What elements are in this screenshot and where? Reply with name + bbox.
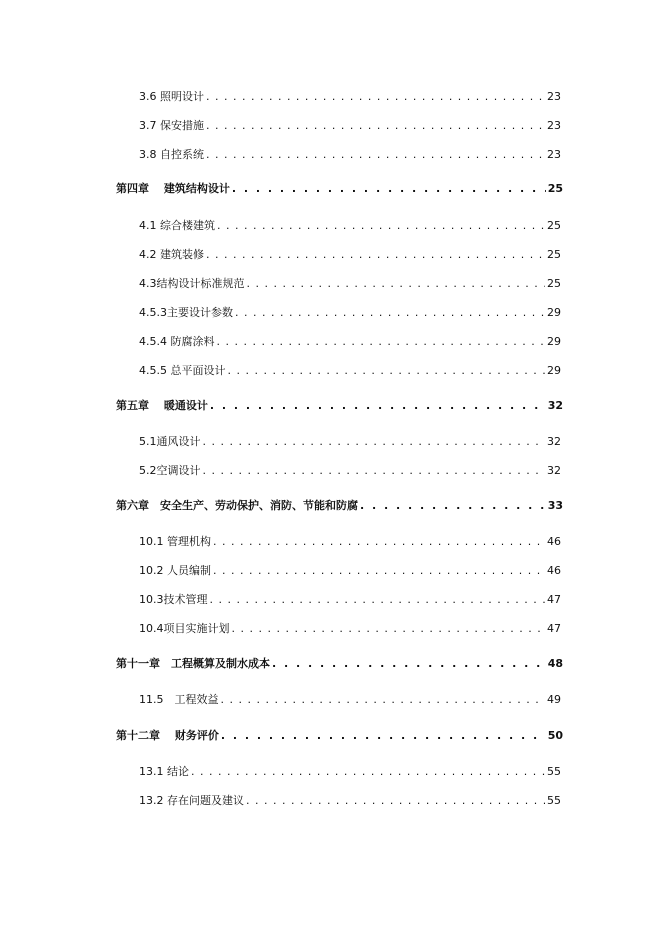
toc-entry-page: 46 — [547, 564, 561, 577]
dot-leader — [228, 364, 546, 378]
dot-leader — [272, 657, 546, 671]
toc-entry-page: 29 — [547, 364, 561, 377]
toc-chapter-entry[interactable] — [0, 727, 662, 743]
toc-entry-label: 第五章 暖通设计 — [116, 399, 208, 412]
toc-entry-label: 4.3结构设计标准规范 — [139, 277, 245, 290]
dot-leader — [206, 148, 545, 162]
toc-entry-label: 10.1 管理机构 — [139, 535, 211, 548]
dot-leader — [217, 219, 545, 233]
toc-entry-label: 5.2空调设计 — [139, 464, 201, 477]
dot-leader — [213, 564, 545, 578]
toc-entry[interactable] — [0, 304, 662, 320]
dot-leader — [213, 535, 545, 549]
toc-entry[interactable] — [0, 433, 662, 449]
dot-leader — [203, 464, 546, 478]
dot-leader — [217, 335, 546, 349]
toc-entry-page: 50 — [547, 729, 563, 742]
toc-entry[interactable] — [0, 117, 662, 133]
toc-chapter-entry[interactable] — [0, 655, 662, 671]
dot-leader — [206, 119, 545, 133]
toc-entry-label: 4.1 综合楼建筑 — [139, 219, 215, 232]
toc-entry-page: 48 — [547, 657, 563, 670]
toc-entry[interactable] — [0, 333, 662, 349]
toc-entry[interactable] — [0, 88, 662, 104]
dot-leader — [191, 765, 545, 779]
dot-leader — [221, 729, 546, 743]
toc-entry-label: 第四章 建筑结构设计 — [116, 182, 230, 195]
toc-entry-page: 47 — [547, 622, 561, 635]
dot-leader — [232, 622, 546, 636]
toc-entry[interactable] — [0, 275, 662, 291]
toc-entry[interactable] — [0, 691, 662, 707]
toc-entry-page: 23 — [547, 90, 561, 103]
toc-entry-label: 4.2 建筑装修 — [139, 248, 204, 261]
toc-entry-page: 23 — [547, 148, 561, 161]
toc-entry-page: 29 — [547, 306, 561, 319]
toc-entry-label: 3.7 保安措施 — [139, 119, 204, 132]
toc-entry-label: 11.5 工程效益 — [139, 693, 219, 706]
toc-entry-label: 4.5.5 总平面设计 — [139, 364, 226, 377]
toc-entry-page: 32 — [547, 464, 561, 477]
toc-entry[interactable] — [0, 763, 662, 779]
toc-entry-label: 10.4项目实施计划 — [139, 622, 230, 635]
toc-entry-label: 4.5.3主要设计参数 — [139, 306, 233, 319]
toc-entry[interactable] — [0, 620, 662, 636]
toc-entry[interactable] — [0, 217, 662, 233]
toc-entry-page: 32 — [547, 399, 563, 412]
toc-entry-page: 25 — [547, 219, 561, 232]
dot-leader — [235, 306, 545, 320]
toc-chapter-entry[interactable] — [0, 397, 662, 413]
toc-entry-label: 第十一章 工程概算及制水成本 — [116, 657, 270, 670]
toc-entry-page: 55 — [547, 765, 561, 778]
dot-leader — [247, 277, 546, 291]
toc-entry-label: 3.8 自控系统 — [139, 148, 204, 161]
dot-leader — [206, 90, 545, 104]
toc-entry-label: 3.6 照明设计 — [139, 90, 204, 103]
dot-leader — [246, 794, 545, 808]
toc-entry[interactable] — [0, 146, 662, 162]
dot-leader — [206, 248, 545, 262]
toc-entry[interactable] — [0, 562, 662, 578]
toc-entry-label: 第十二章 财务评价 — [116, 729, 219, 742]
toc-entry-label: 10.3技术管理 — [139, 593, 208, 606]
toc-chapter-entry[interactable] — [0, 180, 662, 196]
dot-leader — [232, 182, 546, 196]
toc-entry-label: 4.5.4 防腐涂料 — [139, 335, 215, 348]
toc-entry[interactable] — [0, 533, 662, 549]
toc-entry-page: 49 — [547, 693, 561, 706]
toc-entry[interactable] — [0, 362, 662, 378]
toc-entry-page: 55 — [547, 794, 561, 807]
dot-leader — [210, 399, 546, 413]
toc-entry[interactable] — [0, 591, 662, 607]
dot-leader — [360, 499, 546, 513]
toc-entry[interactable] — [0, 462, 662, 478]
toc-entry-page: 46 — [547, 535, 561, 548]
toc-entry-page: 29 — [547, 335, 561, 348]
toc-entry-label: 13.2 存在问题及建议 — [139, 794, 244, 807]
toc-entry-page: 25 — [547, 182, 563, 195]
toc-entry-page: 25 — [547, 248, 561, 261]
toc-entry-label: 13.1 结论 — [139, 765, 189, 778]
toc-chapter-entry[interactable] — [0, 497, 662, 513]
toc-entry-page: 33 — [547, 499, 563, 512]
toc-entry-page: 23 — [547, 119, 561, 132]
toc-entry-label: 5.1通风设计 — [139, 435, 201, 448]
dot-leader — [221, 693, 546, 707]
toc-entry-label: 第六章 安全生产、劳动保护、消防、节能和防腐 — [116, 499, 358, 512]
toc-entry[interactable] — [0, 792, 662, 808]
dot-leader — [210, 593, 546, 607]
toc-entry-page: 47 — [547, 593, 561, 606]
toc-entry-page: 25 — [547, 277, 561, 290]
toc-entry-label: 10.2 人员编制 — [139, 564, 211, 577]
dot-leader — [203, 435, 546, 449]
toc-entry-page: 32 — [547, 435, 561, 448]
toc-entry[interactable] — [0, 246, 662, 262]
